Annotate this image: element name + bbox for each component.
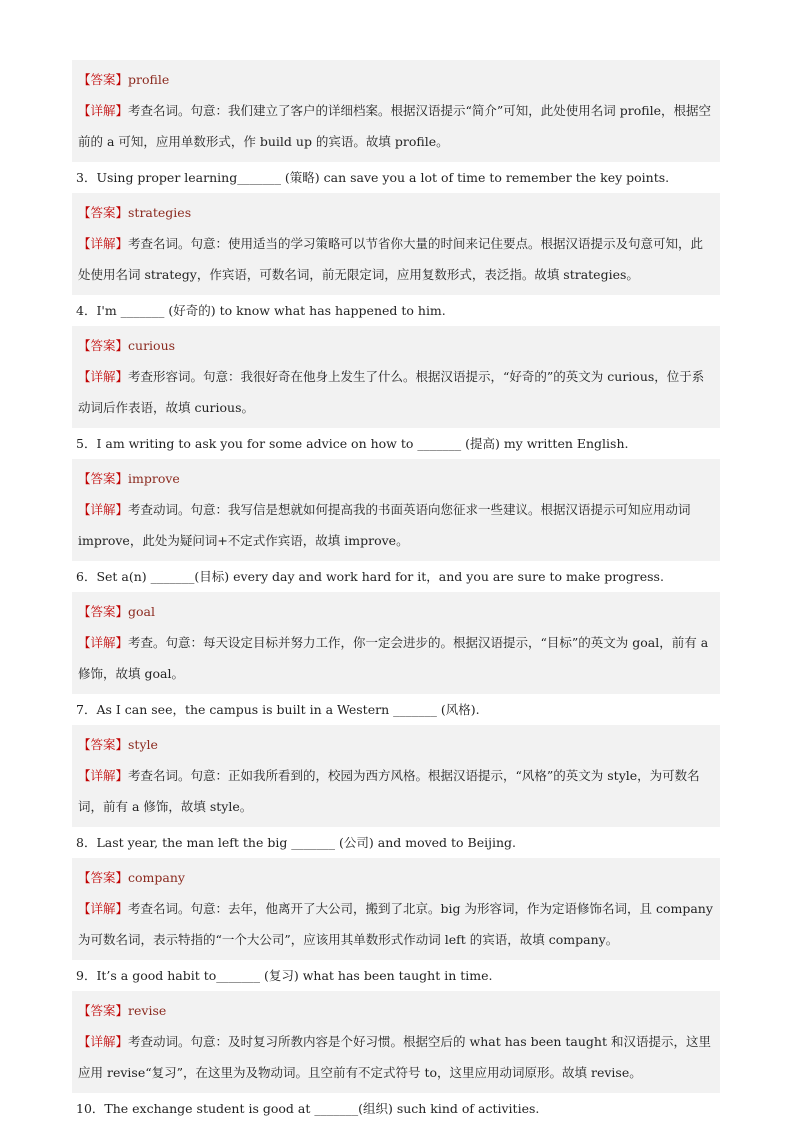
question-10: 10．The exchange student is good at _______(组织) such kind of activities.: [76, 1101, 540, 1116]
detail-paragraph: 【详解】考查动词。句意：我写信是想就如何提高我的书面英语向您征求一些建议。根据汉语提示可知应用动词 improve，此处为疑问词+不定式作宾语，故填 improve。: [78, 502, 691, 548]
answer-text: company: [128, 870, 185, 885]
question-6: 6．Set a(n) _______(目标) every day and work hard for it，and you are sure to make progress.: [76, 569, 664, 584]
question-4: 4．I'm _______ (好奇的) to know what has happened to him.: [76, 303, 446, 318]
answer-text: revise: [128, 1003, 167, 1018]
answer-block-1: [72, 60, 720, 162]
answer-line: 【答案】strategies: [78, 205, 192, 220]
question-7: 7．As I can see，the campus is built in a Western _______ (风格).: [76, 702, 480, 717]
question-9: 9．It’s a good habit to_______ (复习) what has been taught in time.: [76, 968, 493, 983]
answer-line: 【答案】goal: [78, 604, 155, 619]
answer-block-8: [72, 858, 720, 960]
question-3: 3．Using proper learning_______ (策略) can save you a lot of time to remember the key points.: [76, 170, 670, 185]
answer-text: profile: [128, 72, 170, 87]
document-page: [72, 60, 720, 1124]
answer-block-7: [72, 725, 720, 827]
answer-block-6: [72, 592, 720, 694]
detail-paragraph: 【详解】考查名词。句意：正如我所看到的，校园为西方风格。根据汉语提示，“风格”的英文为 style，为可数名词，前有 a 修饰，故填 style。: [78, 768, 700, 814]
question-8: 8．Last year, the man left the big _______ (公司) and moved to Beijing.: [76, 835, 517, 850]
answer-text: improve: [128, 471, 180, 486]
answer-block-9: [72, 991, 720, 1093]
question-5: 5．I am writing to ask you for some advice on how to _______ (提高) my written English.: [76, 436, 629, 451]
answer-line: 【答案】revise: [78, 1003, 167, 1018]
detail-paragraph: 【详解】考查名词。句意：去年，他离开了大公司，搬到了北京。big 为形容词，作为定语修饰名词，且 company 为可数名词，表示特指的“一个大公司”，应该用其单数形式作动词 left 的宾语，故填 company。: [78, 901, 713, 947]
detail-text: 考查。句意：每天设定目标并努力工作，你一定会进步的。根据汉语提示，“目标”的英文为 goal，前有 a 修饰，故填 goal。: [78, 635, 709, 681]
answer-line: 【答案】curious: [78, 338, 176, 353]
detail-paragraph: 【详解】考查名词。句意：使用适当的学习策略可以节省你大量的时间来记住要点。根据汉语提示及句意可知，此处使用名词 strategy，作宾语，可数名词，前无限定词，应用复数形式，表泛指。故填 strategies。: [78, 236, 704, 282]
detail-text: 考查名词。句意：去年，他离开了大公司，搬到了北京。big 为形容词，作为定语修饰名词，且 company 为可数名词，表示特指的“一个大公司”，应该用其单数形式作动词 left 的宾语，故填 company。: [78, 901, 713, 947]
detail-text: 考查名词。句意：正如我所看到的，校园为西方风格。根据汉语提示，“风格”的英文为 style，为可数名词，前有 a 修饰，故填 style。: [78, 768, 700, 814]
answer-block-5: [72, 459, 720, 561]
detail-text: 考查形容词。句意：我很好奇在他身上发生了什么。根据汉语提示，“好奇的”的英文为 curious，位于系动词后作表语，故填 curious。: [78, 369, 705, 415]
detail-paragraph: 【详解】考查。句意：每天设定目标并努力工作，你一定会进步的。根据汉语提示，“目标”的英文为 goal，前有 a 修饰，故填 goal。: [78, 635, 709, 681]
detail-text: 考查动词。句意：我写信是想就如何提高我的书面英语向您征求一些建议。根据汉语提示可知应用动词 improve，此处为疑问词+不定式作宾语，故填 improve。: [78, 502, 691, 548]
detail-paragraph: 【详解】考查动词。句意：及时复习所教内容是个好习惯。根据空后的 what has been taught 和汉语提示，这里应用 revise“复习”，在这里为及物动词。且空前有不定式符号 to，这里应用动词原形。故填 revise。: [78, 1034, 711, 1080]
detail-paragraph: 【详解】考查形容词。句意：我很好奇在他身上发生了什么。根据汉语提示，“好奇的”的英文为 curious，位于系动词后作表语，故填 curious。: [78, 369, 705, 415]
detail-text: 考查名词。句意：我们建立了客户的详细档案。根据汉语提示“简介”可知，此处使用名词 profile，根据空前的 a 可知，应用单数形式，作 build up 的宾语。故填 profile。: [78, 103, 712, 149]
answer-block-3: [72, 193, 720, 295]
answer-line: 【答案】style: [78, 737, 158, 752]
answer-text: curious: [128, 338, 176, 353]
answer-text: style: [128, 737, 158, 752]
answer-text: goal: [128, 604, 155, 619]
detail-text: 考查名词。句意：使用适当的学习策略可以节省你大量的时间来记住要点。根据汉语提示及句意可知，此处使用名词 strategy，作宾语，可数名词，前无限定词，应用复数形式，表泛指。故填 strategies。: [78, 236, 704, 282]
answer-line: 【答案】improve: [78, 471, 180, 486]
detail-text: 考查动词。句意：及时复习所教内容是个好习惯。根据空后的 what has been taught 和汉语提示，这里应用 revise“复习”，在这里为及物动词。且空前有不定式符号 to，这里应用动词原形。故填 revise。: [78, 1034, 711, 1080]
answer-block-4: [72, 326, 720, 428]
answer-line: 【答案】profile: [78, 72, 170, 87]
detail-paragraph: 【详解】考查名词。句意：我们建立了客户的详细档案。根据汉语提示“简介”可知，此处使用名词 profile，根据空前的 a 可知，应用单数形式，作 build up 的宾语。故填 profile。: [78, 103, 712, 149]
answer-text: strategies: [128, 205, 192, 220]
answer-line: 【答案】company: [78, 870, 185, 885]
